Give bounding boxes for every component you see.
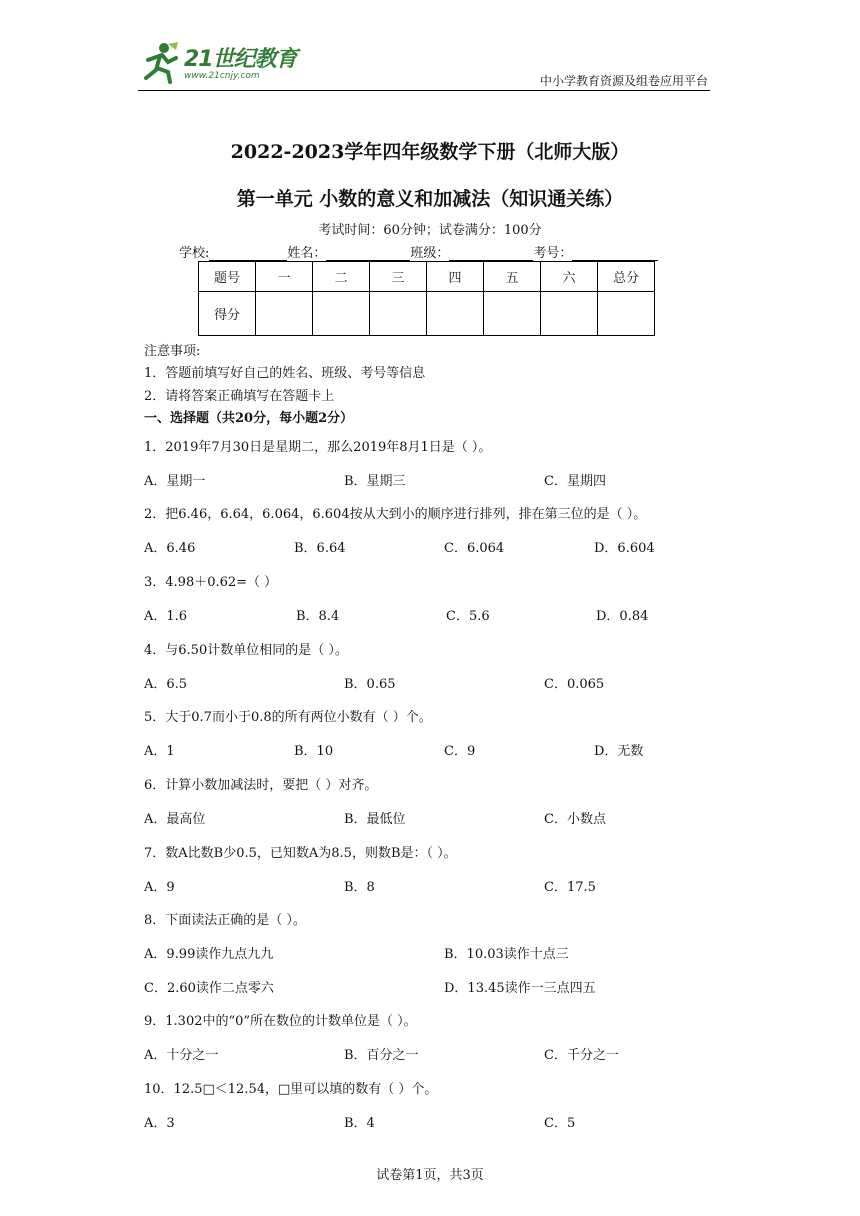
note-item: 1．答题前填写好自己的姓名、班级、考号等信息 [144,366,426,381]
section-title: 一、选择题（共20分，每小题2分） [144,411,354,426]
name-label: 姓名： [287,246,327,261]
option-d[interactable]: D．无数 [594,744,644,759]
option-b[interactable]: B．10.03读作十点三 [444,947,569,962]
option-b[interactable]: B．8.4 [296,609,340,624]
score-cell[interactable] [313,292,370,336]
score-cell[interactable] [484,292,541,336]
exam-title: 2022-2023学年四年级数学下册（北师大版） [230,141,630,163]
notes-title: 注意事项: [144,344,201,359]
option-c[interactable]: C．5.6 [446,609,490,624]
score-cell[interactable] [370,292,427,336]
option-c[interactable]: C．9 [444,744,476,759]
option-c[interactable]: C．6.064 [444,541,505,556]
question-text: 2．把6.46，6.64，6.064，6.604按从大到小的顺序进行排列，排在第三位的是（ ）。 [144,507,647,522]
option-d[interactable]: D．0.84 [596,609,649,624]
score-header-cell: 二 [313,262,370,292]
score-header-cell: 总分 [598,262,655,292]
option-c[interactable]: C．星期四 [544,474,606,489]
exam-no-field[interactable] [572,246,658,261]
page-footer: 试卷第1页，共3页 [376,1168,484,1183]
class-field[interactable] [449,246,533,261]
runner-logo-icon [138,40,182,84]
school-label: 学校: [179,246,210,261]
option-a[interactable]: A．1.6 [144,609,188,624]
option-a[interactable]: A．9.99读作九点九九 [144,947,274,962]
option-a[interactable]: A．3 [144,1116,175,1131]
question-text: 6．计算小数加减法时，要把（ ）对齐。 [144,778,378,793]
option-c[interactable]: C．千分之一 [544,1048,619,1063]
option-b[interactable]: B．4 [344,1116,375,1131]
option-a[interactable]: A．6.46 [144,541,196,556]
option-a[interactable]: A．星期一 [144,474,206,489]
question-text: 7．数A比数B少0.5，已知数A为8.5，则数B是：（ ）。 [144,846,457,861]
note-item: 2．请将答案正确填写在答题卡上 [144,389,335,404]
option-c[interactable]: C．2.60读作二点零六 [144,981,274,996]
option-c[interactable]: C．17.5 [544,880,596,895]
exam-meta: 考试时间：60分钟；试卷满分：100分 [318,223,542,238]
option-b[interactable]: B．0.65 [344,677,396,692]
option-a[interactable]: A．6.5 [144,677,188,692]
logo-text: 21世纪教育 [184,47,297,72]
option-a[interactable]: A．1 [144,744,175,759]
score-header-cell: 三 [370,262,427,292]
score-cell[interactable] [256,292,313,336]
option-a[interactable]: A．最高位 [144,812,206,827]
score-header-cell: 四 [427,262,484,292]
name-field[interactable] [326,246,410,261]
question-text: 10．12.5□＜12.54，□里可以填的数有（ ）个。 [144,1082,438,1097]
question-text: 5．大于0.7而小于0.8的所有两位小数有（ ）个。 [144,710,432,725]
option-b[interactable]: B．百分之一 [344,1048,419,1063]
score-table-score-row [199,292,655,336]
school-field[interactable] [209,246,287,261]
score-cell[interactable] [427,292,484,336]
option-a[interactable]: A．十分之一 [144,1048,219,1063]
option-c[interactable]: C．0.065 [544,677,605,692]
option-a[interactable]: A．9 [144,880,175,895]
logo-url: www.21cnjy.com [184,71,260,81]
score-row-label: 得分 [199,292,256,336]
score-cell[interactable] [598,292,655,336]
score-header-cell: 六 [541,262,598,292]
score-header-cell: 题号 [199,262,256,292]
question-text: 4．与6.50计数单位相同的是（ ）。 [144,643,348,658]
option-c[interactable]: C．小数点 [544,812,606,827]
option-b[interactable]: B．8 [344,880,375,895]
question-text: 1．2019年7月30日是星期二，那么2019年8月1日是（ ）。 [144,440,492,455]
option-b[interactable]: B．10 [294,744,334,759]
option-d[interactable]: D．6.604 [594,541,655,556]
question-text: 8．下面读法正确的是（ ）。 [144,913,306,928]
score-header-cell: 一 [256,262,313,292]
score-table-header-row [199,262,655,292]
score-table [198,261,655,336]
site-logo [138,38,318,94]
unit-title: 第一单元 小数的意义和加减法（知识通关练） [236,188,624,210]
score-cell[interactable] [541,292,598,336]
option-d[interactable]: D．13.45读作一三点四五 [444,981,596,996]
question-text: 9．1.302中的“0”所在数位的计数单位是（ ）。 [144,1014,417,1029]
option-c[interactable]: C．5 [544,1116,576,1131]
class-label: 班级： [410,246,450,261]
option-b[interactable]: B．星期三 [344,474,406,489]
score-header-cell: 五 [484,262,541,292]
student-info-line [179,242,658,261]
platform-name: 中小学教育资源及组卷应用平台 [539,74,708,88]
question-text: 3．4.98＋0.62=（ ） [144,575,278,590]
header-divider [138,90,710,91]
option-b[interactable]: B．6.64 [294,541,346,556]
exam-no-label: 考号： [533,246,573,261]
option-b[interactable]: B．最低位 [344,812,406,827]
